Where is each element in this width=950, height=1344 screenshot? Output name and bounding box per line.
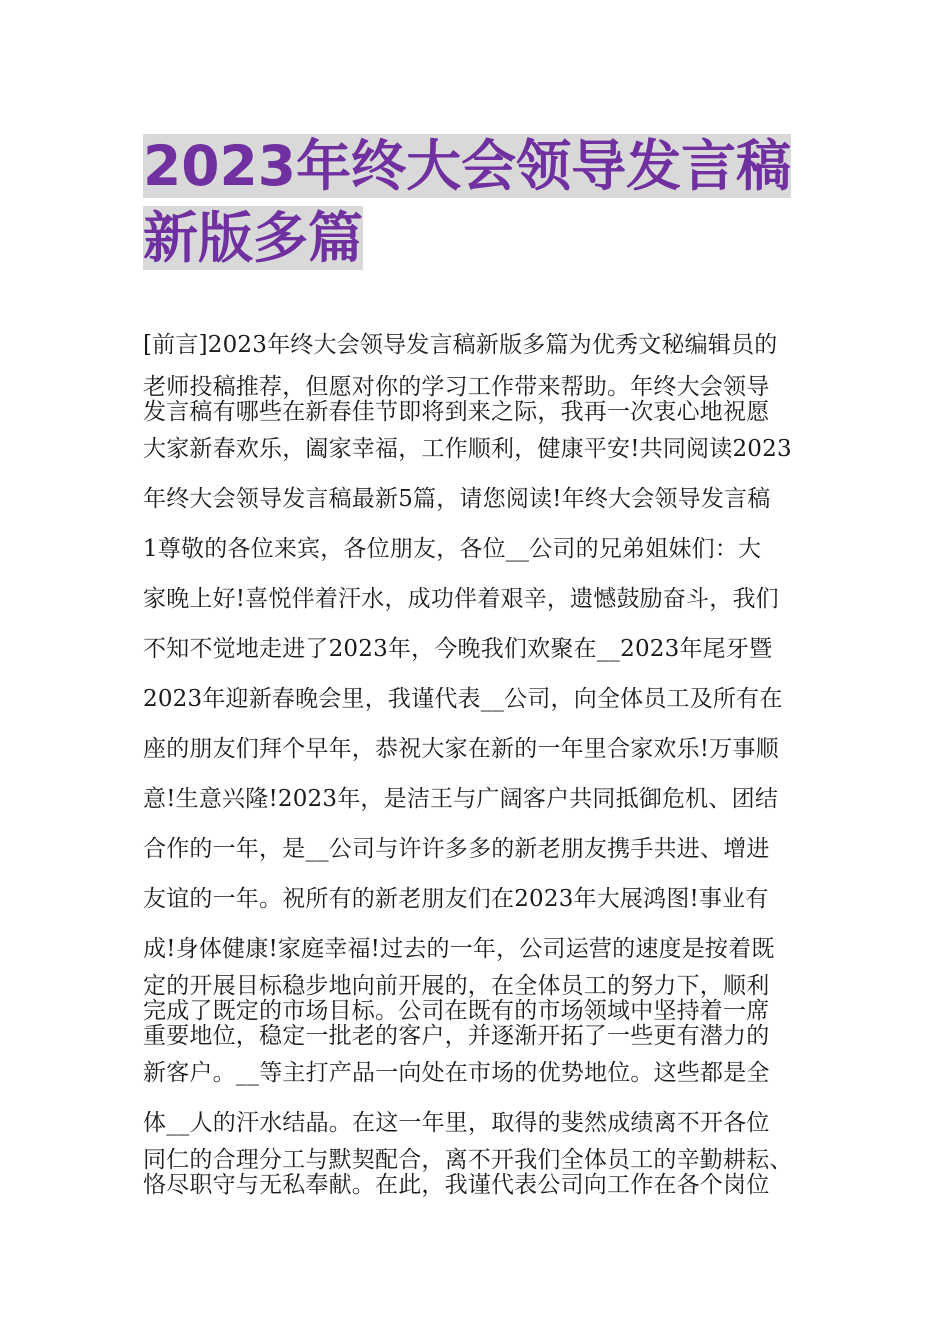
body-line: 1尊敬的各位来宾，各位朋友，各位__公司的兄弟姐妹们：大	[143, 536, 762, 562]
body-line: 完成了既定的市场目标。公司在既有的市场领域中坚持着一席	[143, 998, 770, 1024]
body-line: 不知不觉地走进了2023年，今晚我们欢聚在__2023年尾牙暨	[143, 636, 773, 662]
body-line: 意!生意兴隆!2023年，是洁王与广阔客户共同抵御危机、团结	[143, 786, 779, 812]
body-line: 恪尽职守与无私奉献。在此，我谨代表公司向工作在各个岗位	[143, 1172, 770, 1198]
body-line: 成!身体健康!家庭幸福!过去的一年，公司运营的速度是按着既	[143, 936, 775, 962]
body-line: 定的开展目标稳步地向前开展的，在全体员工的努力下，顺利	[143, 973, 770, 999]
body-line: 体__人的汗水结晶。在这一年里，取得的斐然成绩离不开各位	[143, 1110, 770, 1136]
body-line: 发言稿有哪些在新春佳节即将到来之际，我再一次衷心地祝愿	[143, 399, 770, 425]
title-line-2: 新版多篇	[143, 206, 364, 270]
body-line: 同仁的合理分工与默契配合，离不开我们全体员工的辛勤耕耘、	[143, 1147, 793, 1173]
body-line: 大家新春欢乐，阖家幸福，工作顺利，健康平安!共同阅读2023	[143, 436, 792, 462]
body-line: [前言]2023年终大会领导发言稿新版多篇为优秀文秘编辑员的	[143, 332, 778, 358]
body-line: 友谊的一年。祝所有的新老朋友们在2023年大展鸿图!事业有	[143, 886, 769, 912]
title-line-1: 2023年终大会领导发言稿	[143, 134, 792, 198]
body-line: 重要地位，稳定一批老的客户，并逐渐开拓了一些更有潜力的	[143, 1023, 770, 1049]
body-line: 新客户。__等主打产品一向处在市场的优势地位。这些都是全	[143, 1060, 770, 1086]
document-title	[143, 130, 823, 274]
body-line: 座的朋友们拜个早年，恭祝大家在新的一年里合家欢乐!万事顺	[143, 736, 779, 762]
body-line: 老师投稿推荐，但愿对你的学习工作带来帮助。年终大会领导	[143, 374, 770, 400]
body-line: 家晚上好!喜悦伴着汗水，成功伴着艰辛，遗憾鼓励奋斗，我们	[143, 586, 779, 612]
body-line: 合作的一年，是__公司与许许多多的新老朋友携手共进、增进	[143, 836, 770, 862]
body-line: 年终大会领导发言稿最新5篇，请您阅读!年终大会领导发言稿	[143, 486, 771, 512]
body-line: 2023年迎新春晚会里，我谨代表__公司，向全体员工及所有在	[143, 686, 783, 712]
